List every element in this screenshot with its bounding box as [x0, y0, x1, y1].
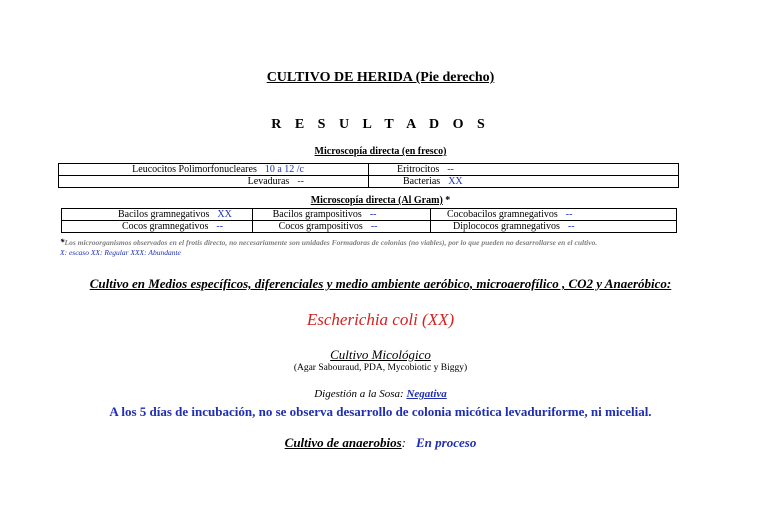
anaerobes-label: Cultivo de anaerobios — [284, 435, 402, 450]
fresco-table — [58, 163, 679, 188]
abundance-legend: X: escaso XX: Regular XXX: Abundante — [60, 248, 181, 257]
cell-label: Diplococos gramnegativos — [452, 221, 560, 232]
results-heading: R E S U L T A D O S — [271, 117, 490, 132]
table-cell — [369, 176, 679, 188]
cell-value: -- — [370, 221, 378, 232]
cell-label: Levaduras — [247, 176, 290, 187]
cell-label: Cocos gramnegativos — [122, 221, 209, 232]
table-row — [59, 176, 679, 188]
table-cell — [59, 164, 369, 176]
cell-label: Bacterias — [403, 176, 441, 187]
incubation-result: A los 5 días de incubación, no se observa desarrollo de colonia micótica levaduriforme, ni micelial. — [109, 404, 652, 419]
gram-heading-text: Microscopía directa (Al Gram) — [310, 195, 443, 206]
gram-asterisk: * — [445, 195, 451, 206]
culture-media-heading: Cultivo en Medios específicos, diferenciales y medio ambiente aeróbico, microaerofílico , CO2 y Anaeróbico: — [89, 276, 672, 291]
cell-label: Bacilos grampositivos — [272, 209, 362, 220]
mycology-title: Cultivo Micológico — [330, 347, 431, 362]
cell-value: XX — [448, 176, 463, 187]
cell-value: -- — [447, 164, 454, 175]
table-cell — [252, 221, 430, 233]
anaerobes-colon: : — [401, 435, 407, 450]
sosa-value: Negativa — [406, 388, 447, 400]
table-cell — [430, 221, 676, 233]
cell-value: -- — [565, 209, 573, 220]
table-cell — [62, 221, 253, 233]
footnote-text: Los microorganismos observados en el frotis directo, no necesariamente son unidades Formadoras de colonias (no viables), por lo que pueden no desarrollarse en el cultivo. — [64, 238, 598, 247]
table-cell — [369, 164, 679, 176]
cell-label: Bacilos gramnegativos — [118, 209, 210, 220]
table-cell — [430, 209, 676, 221]
table-row — [62, 209, 677, 221]
anaerobes-value: En proceso — [416, 435, 477, 450]
cell-label: Cocobacilos gramnegativos — [446, 209, 558, 220]
cell-value: -- — [297, 176, 304, 187]
table-cell — [59, 176, 369, 188]
fresco-heading: Microscopía directa (en fresco) — [314, 146, 447, 157]
cell-label: Cocos grampositivos — [278, 221, 363, 232]
footnote-mark: * — [60, 237, 65, 247]
mycology-media: (Agar Sabouraud, PDA, Mycobiotic y Biggy) — [293, 363, 468, 373]
cell-label: Leucocitos Polimorfonucleares — [132, 164, 257, 175]
gram-heading — [0, 195, 761, 206]
footnote — [60, 237, 597, 247]
sosa-digestion — [0, 388, 761, 400]
report-title: CULTIVO DE HERIDA (Pie derecho) — [266, 70, 495, 85]
table-cell — [62, 209, 253, 221]
cell-value: XX — [217, 209, 232, 220]
cell-value: -- — [567, 221, 575, 232]
cell-value: -- — [216, 221, 224, 232]
gram-table — [61, 208, 677, 233]
cell-value: 10 a 12 /c — [264, 164, 304, 175]
table-row — [62, 221, 677, 233]
organism-result: Escherichia coli (XX) — [306, 310, 455, 329]
table-cell — [252, 209, 430, 221]
sosa-label: Digestión a la Sosa: — [314, 388, 404, 400]
cell-value: -- — [369, 209, 377, 220]
cell-label: Eritrocitos — [397, 164, 440, 175]
table-row — [59, 164, 679, 176]
anaerobes-status — [0, 435, 761, 451]
